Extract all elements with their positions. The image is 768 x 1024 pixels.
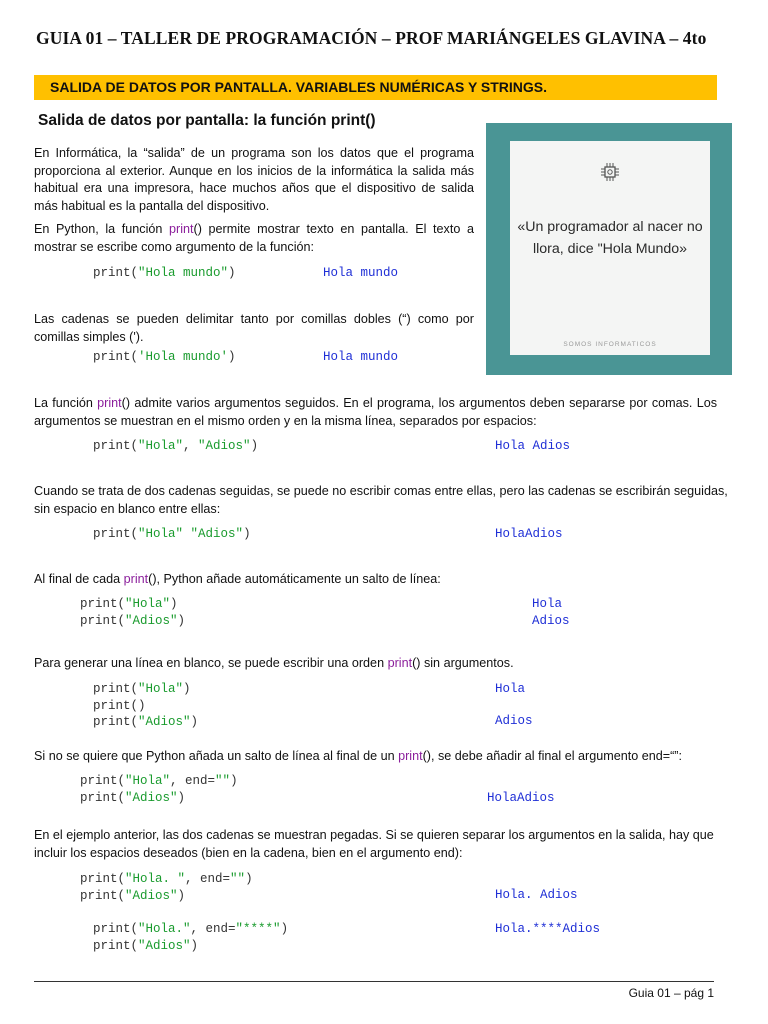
code-line: print("Adios") bbox=[80, 790, 186, 805]
keyword-print: print bbox=[398, 749, 423, 763]
code-example-6 bbox=[93, 681, 198, 731]
keyword-print: print bbox=[387, 656, 413, 670]
code-example-4 bbox=[93, 526, 251, 543]
paragraph-print-intro bbox=[34, 221, 474, 256]
code-line: print("Hola" "Adios") bbox=[93, 527, 251, 541]
output-example-7: HolaAdios bbox=[487, 791, 555, 805]
chip-icon bbox=[599, 161, 621, 183]
text-segment: () permite mostrar texto en pantalla. El texto a mostrar se escribe como argumento de la función: bbox=[34, 222, 474, 254]
output-example-8: Hola. Adios bbox=[495, 888, 578, 902]
code-line: print("Hola", "Adios") bbox=[93, 439, 259, 453]
code-line: print() bbox=[93, 698, 146, 713]
output-example-6-line-1: Hola bbox=[495, 682, 526, 696]
text-segment: (), se debe añadir al final el argumento end=“”: bbox=[422, 749, 682, 763]
output-example-6-line-2: Adios bbox=[495, 714, 533, 728]
paragraph-concat: Cuando se trata de dos cadenas seguidas, se puede no escribir comas entre ellas, pero las cadenas se escribirán seguidas, sin espacio en blanco entre ellas: bbox=[34, 484, 728, 516]
code-line: print("Hola") bbox=[93, 682, 191, 696]
page-number: Guia 01 – pág 1 bbox=[628, 986, 714, 1000]
code-example-7 bbox=[80, 773, 238, 806]
output-example-1: Hola mundo bbox=[323, 266, 399, 280]
paragraph-intro: En Informática, la “salida” de un programa son los datos que el programa proporciona al exterior. Aunque en los inicios de la informática la salida más habitual era una impresora, hace muchos años que el dispositivo de salida más habitual es la pantalla del dispositivo. bbox=[34, 146, 474, 213]
keyword-print: print bbox=[169, 222, 194, 236]
code-example-2 bbox=[93, 349, 236, 366]
code-line: print("Adios") bbox=[93, 715, 199, 729]
keyword-print: print bbox=[97, 396, 122, 410]
keyword-print: print bbox=[123, 572, 149, 586]
page-header: GUIA 01 – TALLER DE PROGRAMACIÓN – PROF MARIÁNGELES GLAVINA – 4to bbox=[36, 28, 707, 48]
code-example-9 bbox=[93, 921, 288, 954]
text-segment: () sin argumentos. bbox=[412, 656, 514, 670]
output-line: Adios bbox=[532, 613, 570, 628]
output-example-3: Hola Adios bbox=[495, 439, 571, 453]
section-title: Salida de datos por pantalla: la función print() bbox=[38, 112, 376, 129]
code-line: print("Hola.", end="****") bbox=[93, 922, 289, 936]
quote-text: «Un programador al nacer no llora, dice "Hola Mundo» bbox=[517, 219, 703, 257]
banner-text: SALIDA DE DATOS POR PANTALLA. VARIABLES NUMÉRICAS Y STRINGS. bbox=[50, 79, 548, 95]
code-example-3 bbox=[93, 438, 258, 455]
code-line: print("Hola", end="") bbox=[80, 774, 238, 788]
code-line: print("Adios") bbox=[80, 888, 186, 903]
text-segment: Para generar una línea en blanco, se puede escribir una orden bbox=[34, 656, 388, 670]
code-line: print("Hola. ", end="") bbox=[80, 872, 253, 886]
footer-divider bbox=[34, 981, 714, 982]
code-line: print("Hola mundo") bbox=[93, 266, 236, 280]
text-segment: La función bbox=[34, 396, 98, 410]
text-segment: () admite varios argumentos seguidos. En el programa, los argumentos deben separarse por comas. Los argumentos se muestran en el mismo orden y en la misma línea, separados por espacios: bbox=[34, 396, 717, 428]
paragraph-newline bbox=[34, 571, 717, 589]
text-segment: (), Python añade automáticamente un salto de línea: bbox=[148, 572, 441, 586]
paragraph-end-arg bbox=[34, 748, 717, 766]
paragraph-separate-args: En el ejemplo anterior, las dos cadenas se muestran pegadas. Si se quieren separar los argumentos en la salida, hay que incluir los espacios deseados (bien en la cadena, bien en el argumento end): bbox=[34, 828, 714, 860]
text-segment: En Python, la función bbox=[34, 222, 170, 236]
output-example-2: Hola mundo bbox=[323, 350, 399, 364]
section-banner bbox=[34, 75, 717, 100]
output-example-9: Hola.****Adios bbox=[495, 922, 601, 936]
code-example-1 bbox=[93, 265, 236, 282]
paragraph-quotes: Las cadenas se pueden delimitar tanto por comillas dobles (“) como por comillas simples ('). bbox=[34, 312, 474, 344]
quote-brand: SOMOS INFORMATICOS bbox=[563, 341, 657, 348]
code-line: print("Adios") bbox=[80, 613, 186, 628]
code-example-8 bbox=[80, 871, 253, 904]
code-line: print("Adios") bbox=[93, 938, 199, 953]
output-example-5 bbox=[532, 596, 570, 629]
text-segment: Al final de cada bbox=[34, 572, 124, 586]
paragraph-blank-line bbox=[34, 655, 717, 673]
quote-image bbox=[486, 123, 732, 375]
text-segment: Si no se quiere que Python añada un salto de línea al final de un bbox=[34, 749, 399, 763]
output-example-4: HolaAdios bbox=[495, 527, 563, 541]
code-line: print("Hola") bbox=[80, 597, 178, 611]
code-example-5 bbox=[80, 596, 185, 629]
code-line: print('Hola mundo') bbox=[93, 350, 236, 364]
quote-card-inner bbox=[510, 141, 710, 355]
paragraph-multiple-args bbox=[34, 395, 717, 430]
output-line: Hola bbox=[532, 597, 563, 611]
